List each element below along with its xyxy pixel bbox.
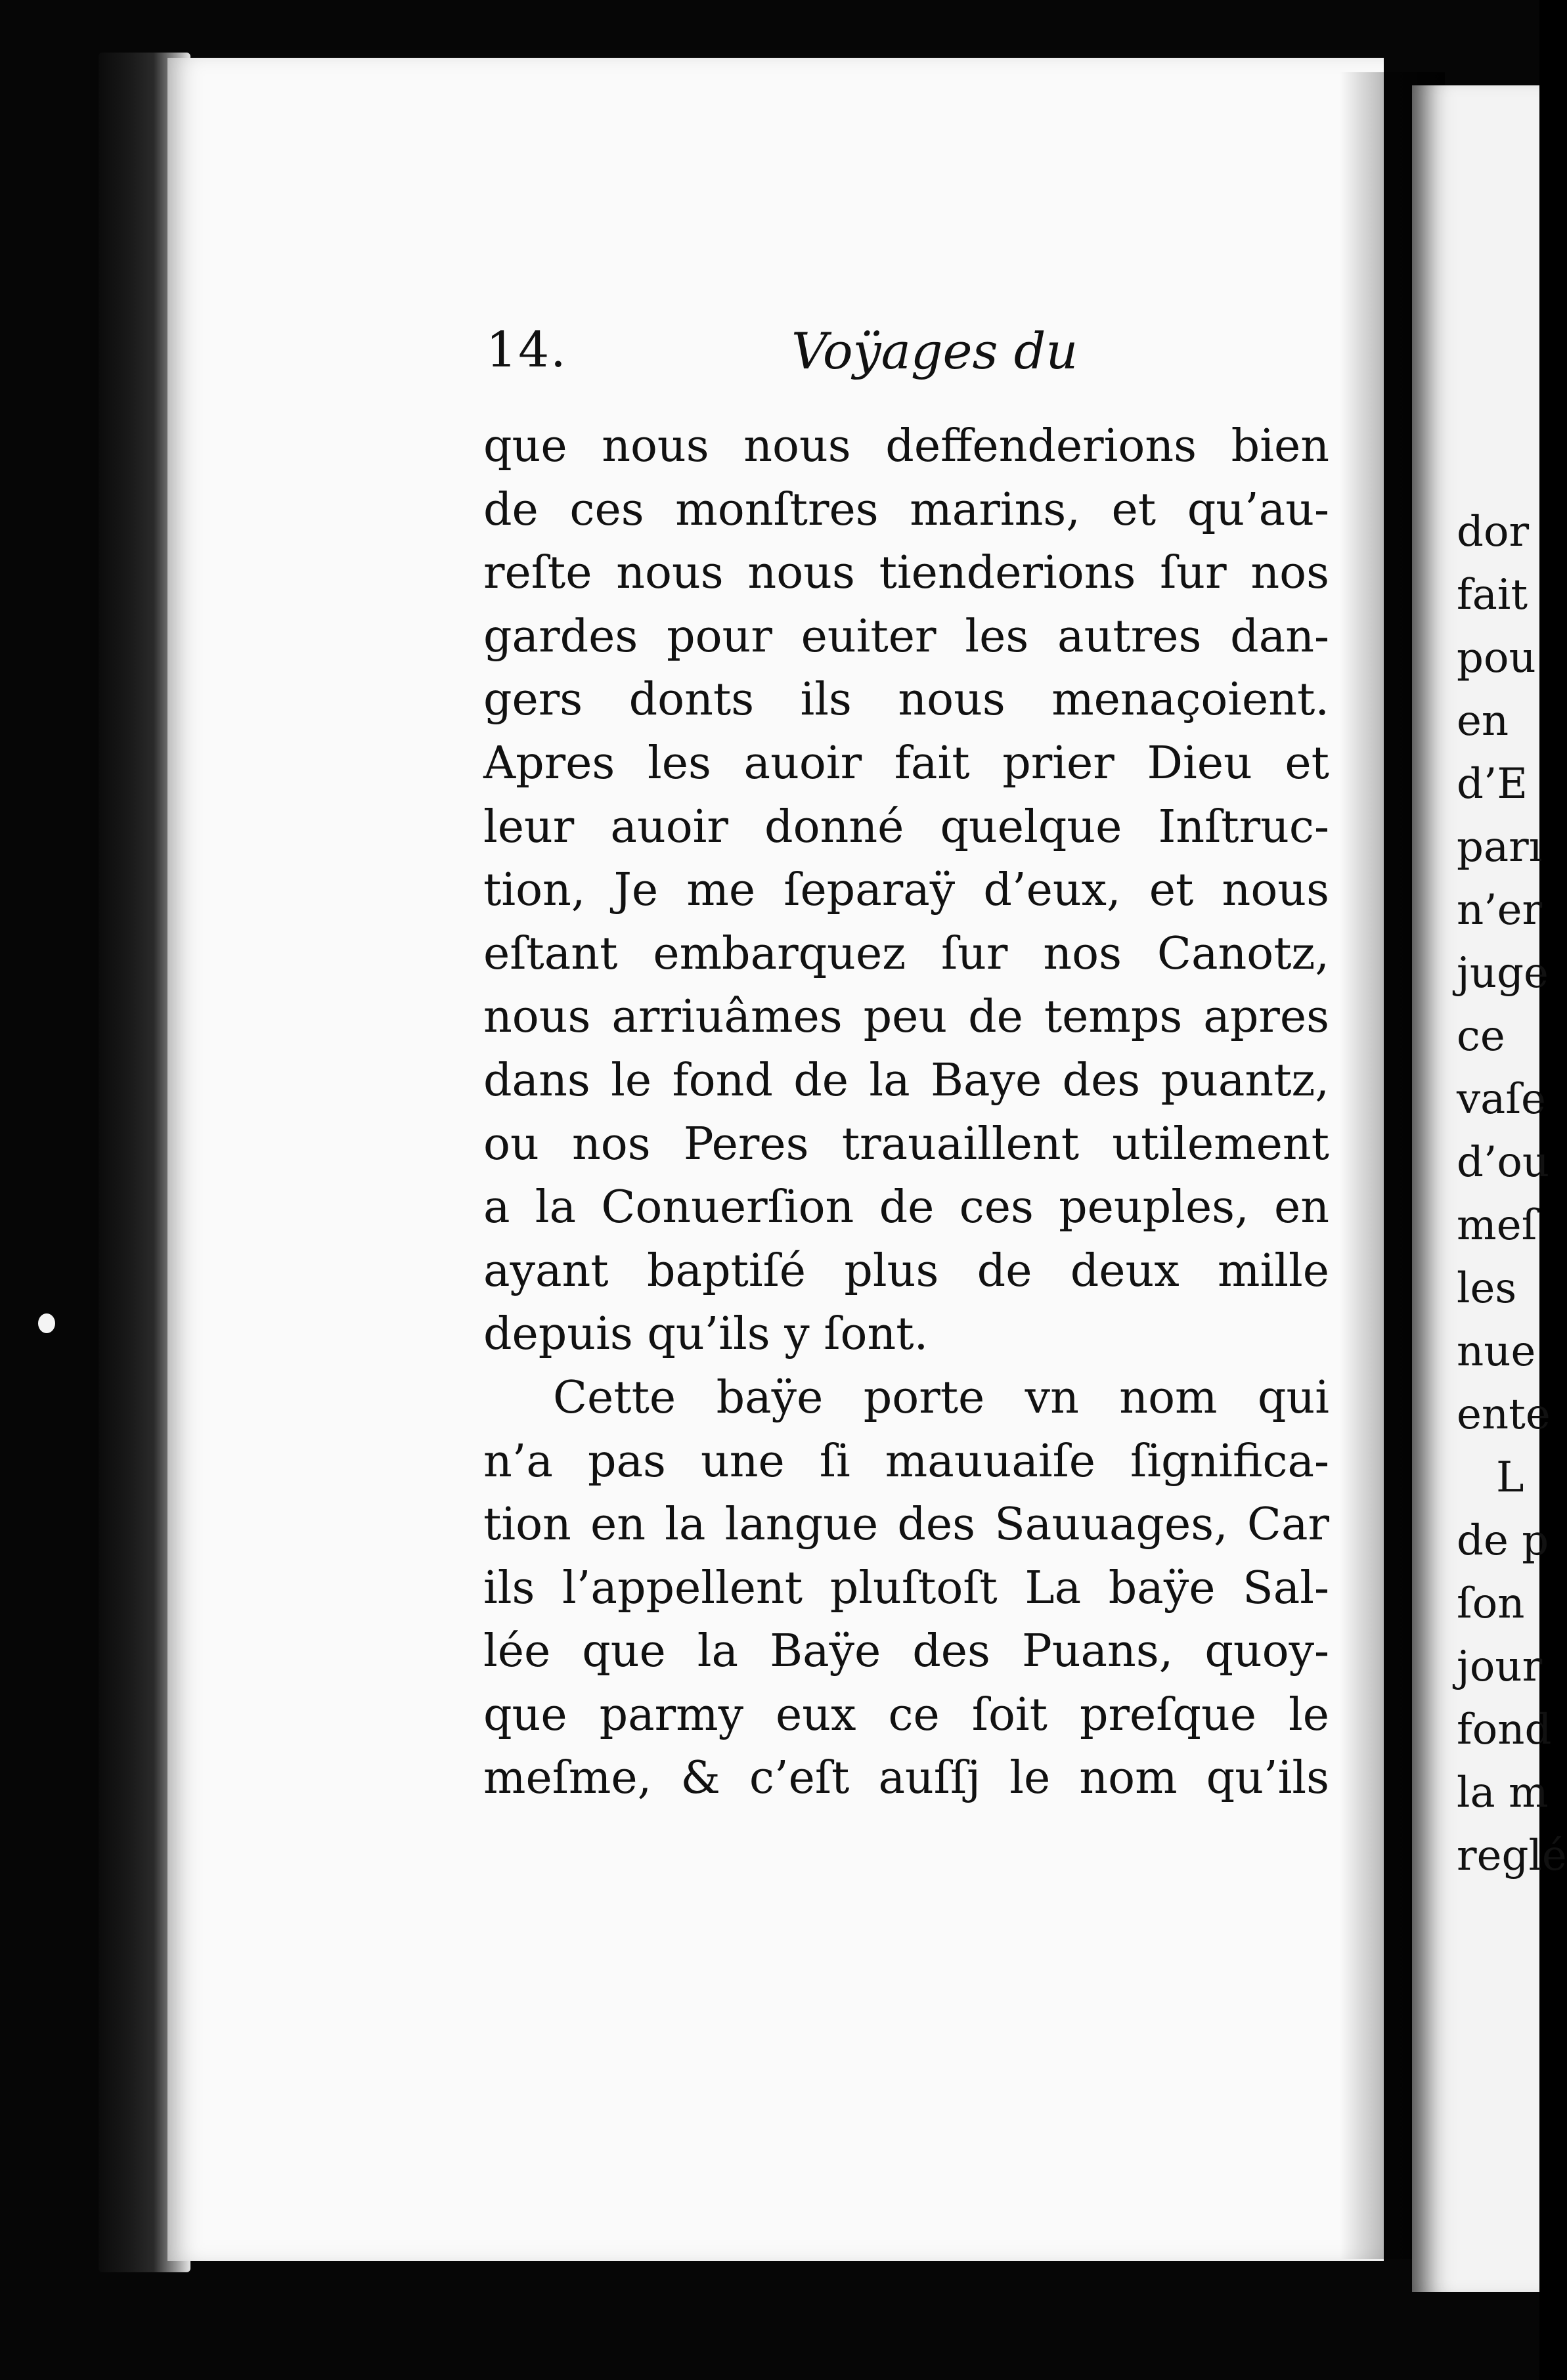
text-line: nous arriuâmes peu de temps apres [483,991,1329,1044]
facing-line: fait [1457,571,1528,619]
facing-line: reglé [1457,1832,1567,1880]
facing-line: juge [1457,949,1549,998]
text-line: meſme, & c’eſt auſſj le nom qu’ils [483,1752,1329,1805]
text-line: Cette baÿe porte vn nom qui [553,1371,1329,1424]
facing-line: d’ou [1457,1138,1550,1187]
text-line: a la Conuerſion de ces peuples, en [483,1181,1329,1234]
facing-line: nue [1457,1327,1536,1376]
facing-line: n’er [1457,886,1543,935]
text-line: ayant baptiſé plus de deux mille [483,1245,1329,1297]
text-line: dans le fond de la Baye des puantz, [483,1054,1329,1107]
facing-line: dor [1457,508,1530,556]
facing-line: meſ [1457,1201,1537,1250]
text-line: ou nos Peres trauaillent utilement [483,1118,1329,1170]
text-line: gers donts ils nous menaçoient. [483,674,1329,726]
text-line: ils l’appellent pluſtoſt La baÿe Sal- [483,1562,1329,1614]
text-line: tion en la langue des Sauuages, Car [483,1499,1329,1551]
facing-line: de p [1457,1516,1549,1565]
facing-line: vaſe [1457,1075,1546,1124]
text-line: de ces monſtres marins, et qu’au- [483,483,1329,536]
facing-line: fond [1457,1706,1552,1754]
text-line: gardes pour euiter les autres dan- [483,610,1329,663]
facing-line: parı [1457,823,1543,871]
text-line: depuis qu’ils y ſont. [483,1308,929,1361]
running-head [486,322,1340,381]
facing-line: ente [1457,1390,1551,1439]
page-number: 14. [486,322,567,378]
facing-line: jour [1457,1642,1543,1691]
text-line: leur auoir donné quelque Inſtruc- [483,801,1329,853]
facing-page [1412,85,1567,2292]
text-line: Apres les auoir fait prier Dieu et [483,737,1329,789]
facing-line: ce [1457,1012,1505,1061]
running-title: Voÿages du [791,322,1078,380]
text-line: lée que la Baÿe des Puans, quoy- [483,1625,1329,1678]
facing-line: les [1457,1264,1517,1313]
facing-line: d’E [1457,760,1528,808]
facing-line: ſon [1457,1579,1525,1628]
text-line: que parmy eux ce ſoit preſque le [483,1688,1329,1741]
scan-speck [38,1313,55,1333]
text-line: tion, Je me ſeparaÿ d’eux, et nous [483,864,1329,917]
text-line: n’a pas une ſi mauuaiſe ſignifica- [483,1435,1329,1488]
facing-line: L [1496,1453,1524,1502]
text-line: eſtant embarquez ſur nos Canotz, [483,927,1329,980]
facing-line: pou [1457,634,1536,682]
facing-line: la m [1457,1769,1549,1817]
text-line: reſte nous nous tienderions ſur nos [483,547,1329,600]
facing-line: en [1457,697,1509,745]
text-line: que nous nous deffenderions bien [483,420,1329,472]
body-text [483,415,1329,1811]
